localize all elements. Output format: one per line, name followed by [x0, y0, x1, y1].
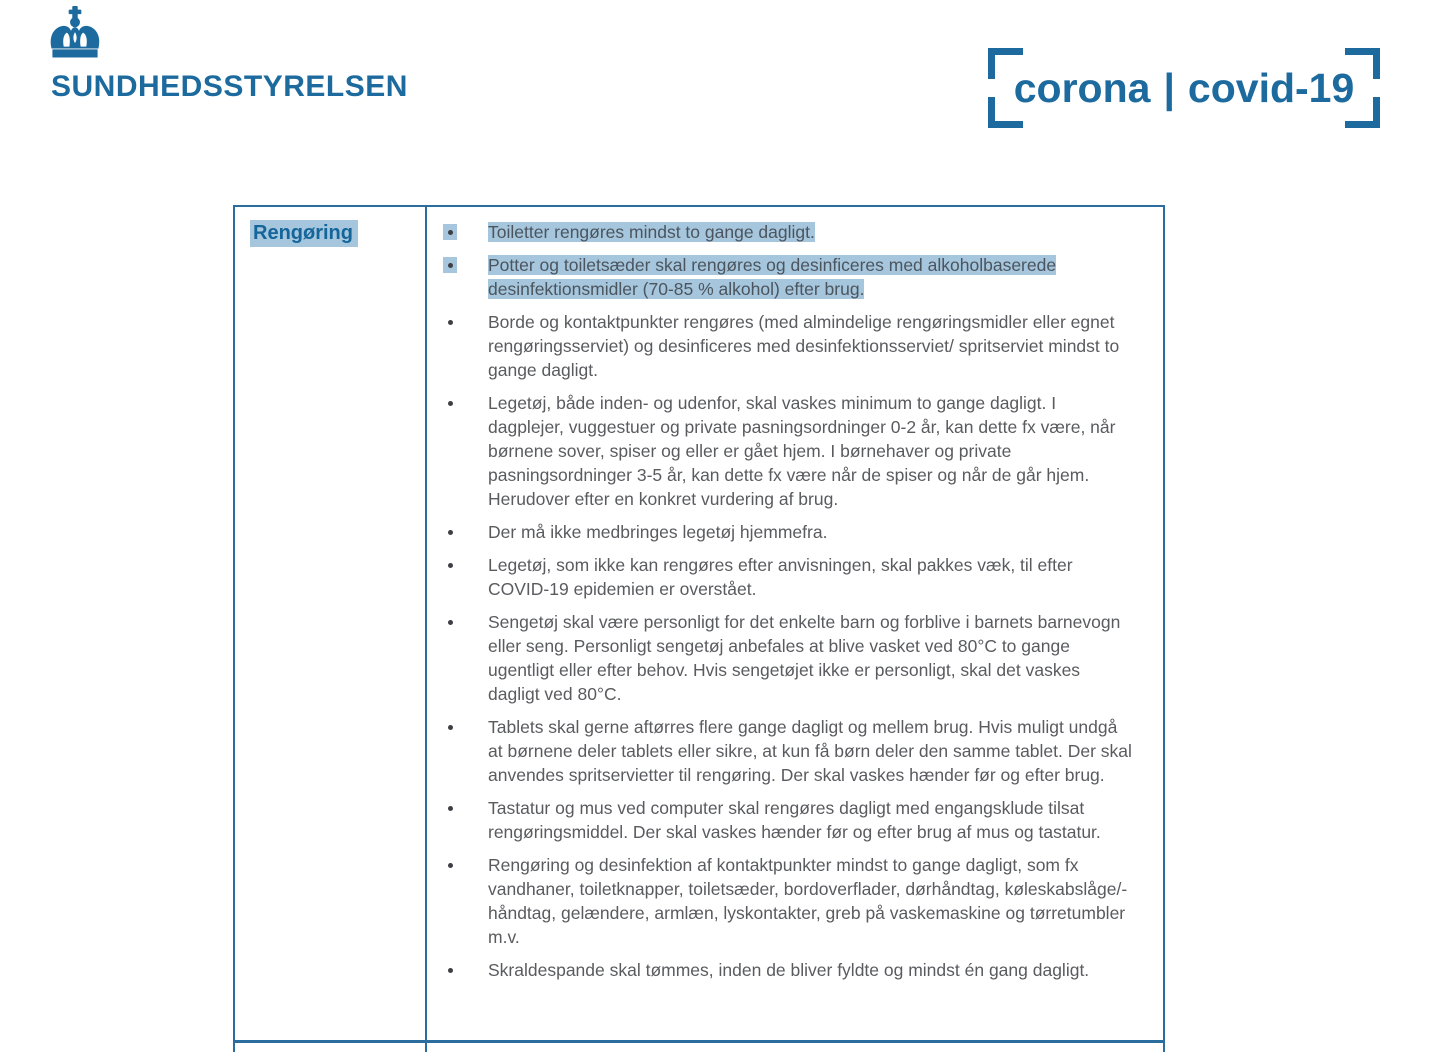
bullet-icon — [443, 719, 457, 735]
campaign-divider: | — [1163, 64, 1175, 111]
list-item-text: Borde og kontaktpunkter rengøres (med almindelige rengøringsmidler eller egnet rengøringsserviet) og desinficeres med desinfektionsserviet/ spritserviet mindst to gange dagligt. — [488, 312, 1120, 380]
list-item-text: Tastatur og mus ved computer skal rengøres dagligt med engangsklude tilsat rengøringsmiddel. Der skal vaskes hænder før og efter brug af mus og tastatur. — [488, 798, 1101, 842]
list-item-text: Toiletter rengøres mindst to gange dagligt. — [488, 222, 815, 242]
list-item-text: Potter og toiletsæder skal rengøres og desinficeres med alkoholbaserede desinfektionsmidler (70-85 % alkohol) efter brug. — [488, 255, 1057, 299]
list-item — [443, 553, 1135, 601]
list-item — [443, 391, 1135, 511]
list-item — [443, 220, 1135, 244]
campaign-logo — [988, 52, 1380, 124]
list-item — [443, 253, 1135, 301]
list-item — [443, 715, 1135, 787]
org-name: SUNDHEDSSTYRELSEN — [51, 70, 408, 103]
list-item — [443, 796, 1135, 844]
bullet-icon — [443, 395, 457, 411]
row-label: Rengøring — [250, 220, 358, 247]
list-item — [443, 610, 1135, 706]
bullet-icon — [443, 800, 457, 816]
list-item-text: Skraldespande skal tømmes, inden de bliver fyldte og mindst én gang dagligt. — [488, 960, 1090, 980]
list-item — [443, 853, 1135, 949]
bullet-list — [443, 220, 1135, 982]
bullet-icon — [443, 857, 457, 873]
bullet-icon — [443, 524, 457, 540]
bracket-bottom-left-icon — [988, 97, 1023, 128]
bracket-top-right-icon — [1345, 48, 1380, 79]
bullet-icon — [443, 224, 457, 240]
bullet-icon — [443, 557, 457, 573]
table-row-next — [235, 1043, 1163, 1052]
row-content-cell — [427, 207, 1163, 1040]
list-item — [443, 310, 1135, 382]
row-label-cell — [235, 207, 427, 1040]
list-item — [443, 958, 1135, 982]
bullet-icon — [443, 257, 457, 273]
bracket-bottom-right-icon — [1345, 97, 1380, 128]
list-item-text: Rengøring og desinfektion af kontaktpunkter mindst to gange dagligt, som fx vandhaner, toiletknapper, toiletsæder, bordoverflader, dørhåndtag, køleskabslåge/-håndtag, gelændere, armlæn, lyskontakter, greb på vaskemaskine og tørretumbler m.v. — [488, 855, 1128, 947]
bullet-icon — [443, 314, 457, 330]
list-item-text: Der må ikke medbringes legetøj hjemmefra. — [488, 522, 828, 542]
crown-icon — [46, 6, 104, 62]
list-item-text: Legetøj, som ikke kan rengøres efter anvisningen, skal pakkes væk, til efter COVID-19 epidemien er overstået. — [488, 555, 1073, 599]
row-content-cell — [427, 1043, 1163, 1052]
list-item-text: Legetøj, både inden- og udenfor, skal vaskes minimum to gange dagligt. I dagplejer, vuggestuer og private pasningsordninger 0-2 år, kan dette fx være, når børnene sover, spiser og eller er gået hjem. I børnehaver og private pasningsordninger 3-5 år, kan dette fx være når de spiser og når de går hjem. Herudover efter en konkret vurdering af brug. — [488, 393, 1116, 509]
campaign-word-covid: covid-19 — [1187, 64, 1355, 111]
guideline-table — [233, 205, 1165, 1052]
list-item-text: Tablets skal gerne aftørres flere gange dagligt og mellem brug. Hvis muligt undgå at børnene deler tablets eller sikre, at kun få børn deler den samme tablet. Der skal anvendes spritservietter til rengøring. Der skal vaskes hænder før og efter brug. — [488, 717, 1132, 785]
bracket-top-left-icon — [988, 48, 1023, 79]
list-item — [443, 520, 1135, 544]
row-label-cell — [235, 1043, 427, 1052]
table-row — [235, 207, 1163, 1043]
bullet-icon — [443, 962, 457, 978]
campaign-word-corona: corona — [1013, 64, 1151, 111]
bullet-icon — [443, 614, 457, 630]
list-item-text: Sengetøj skal være personligt for det enkelte barn og forblive i barnets barnevogn eller seng. Personligt sengetøj anbefales at blive vasket ved 80°C to gange ugentligt eller efter behov. Hvis sengetøjet ikke er personligt, skal det vaskes dagligt ved 80°C. — [488, 612, 1121, 704]
